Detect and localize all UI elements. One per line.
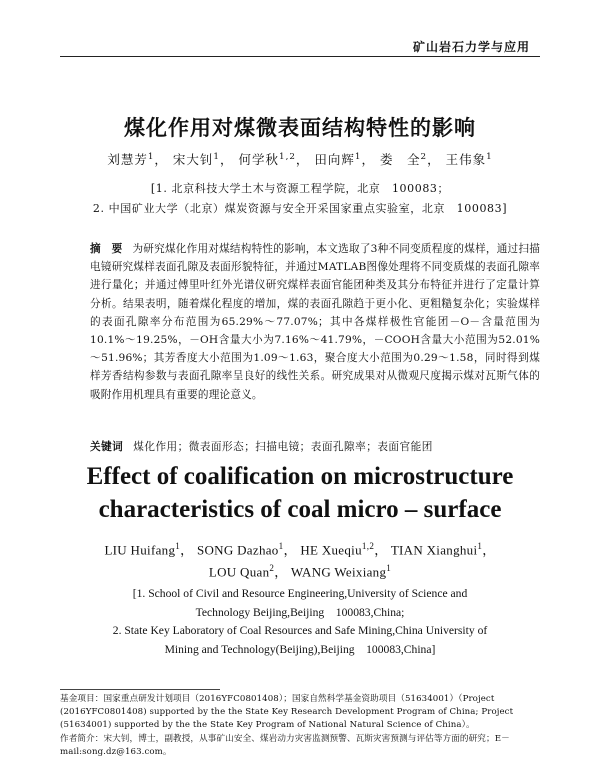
en-title-line-2: characteristics of coal micro – surface bbox=[98, 496, 502, 523]
en-author: HE Xueqiu bbox=[300, 542, 362, 558]
footnotes bbox=[60, 693, 540, 759]
author-bio-footnote: 作者简介：宋大钊，博士，副教授，从事矿山安全、煤岩动力灾害监测预警、瓦斯灾害预测与评估等方面的研究；E－mail:song.dz@163.com。 bbox=[60, 733, 510, 757]
en-author: LIU Huifang bbox=[104, 542, 176, 558]
chinese-authors: 刘慧芳$^1$， 宋大钊$^1$， 何学秋$^{1,2}$， 田向辉$^1$， 娄 全$^2$， 王伟象$^1$ bbox=[107, 151, 493, 167]
en-author: TIAN Xianghui bbox=[390, 542, 478, 558]
english-title bbox=[0, 460, 600, 526]
en-author: WANG Weixiang bbox=[290, 564, 387, 580]
abstract-text: 为研究煤化作用对煤结构特性的影响，本文选取了3种不同变质程度的煤样，通过扫描电镜研究煤样表面孔隙及表面形貌特征，并通过MATLAB图像处理将不同变质煤的表面孔隙率进行量化；并通过傅里叶红外光谱仪研究煤样表面官能团种类及其分布特征并进行了定量计算分析。结果表明，随着煤化程度的增加，煤的表面孔隙趋于更小化、更粗糙复杂化；实验煤样的表面孔隙率分布范围为65.29%～77.07%；其中各煤样极性官能团－O－含量范围为10.1%～19.25%，－OH含量大小为7.16%～41.79%，－COOH含量大小范围为52.01%～51.96%；其芳香度大小范围为1.09～1.63，聚合度大小范围为0.29～1.58，同时得到煤样芳香结构参数与表面孔隙率呈良好的线性关系。研究成果对从微观尺度揭示煤对瓦斯气体的吸附作用机理具有重要的理论意义。 bbox=[90, 243, 540, 401]
chinese-abstract bbox=[90, 240, 540, 404]
funding-footnote: 基金项目：国家重点研发计划项目（2016YFC0801408）；国家自然科学基金资助项目（51634001）（Project (2016YFC0801408) supported by the the State Key Research Development Program of China; Project (51634001) supported by the the State Key Program of National Natural Science of China）。 bbox=[60, 694, 514, 731]
keywords-label: 关键词 bbox=[90, 441, 124, 453]
en-author: SONG Dazhao bbox=[196, 542, 279, 558]
en-affiliation-line: Technology Beijing,Beijing 100083,China; bbox=[195, 605, 405, 619]
keywords-text: 煤化作用；微表面形态；扫描电镜；表面孔隙率；表面官能团 bbox=[133, 441, 433, 453]
journal-header: 矿山岩石力学与应用 bbox=[412, 40, 530, 54]
cn-author: 娄 全 bbox=[379, 152, 421, 167]
footnote-rule bbox=[60, 689, 220, 690]
cn-author: 王伟象 bbox=[445, 152, 487, 167]
cn-author: 田向辉 bbox=[314, 152, 355, 167]
english-affiliations bbox=[60, 585, 540, 659]
english-authors: LIU Huifang$^1$， SONG Dazhao$^1$， HE Xueqiu$^{1,2}$， TIAN Xianghui$^1$， LOU Quan$^2$， WANG Weixiang$^1$ bbox=[104, 541, 496, 580]
cn-author: 宋大钊 bbox=[172, 152, 214, 167]
en-affiliation-line: 2. State Key Laboratory of Coal Resources and Safe Mining,China University of bbox=[112, 624, 488, 637]
cn-author: 何学秋 bbox=[238, 152, 279, 167]
en-author: LOU Quan bbox=[208, 564, 270, 580]
en-title-line-1: Effect of coalification on microstructure bbox=[86, 463, 514, 490]
abstract-label: 摘 要 bbox=[90, 243, 123, 255]
cn-affiliation-2: 2. 中国矿业大学（北京）煤炭资源与安全开采国家重点实验室，北京 100083] bbox=[92, 202, 508, 215]
cn-author: 刘慧芳 bbox=[107, 152, 148, 167]
chinese-title: 煤化作用对煤微表面结构特性的影响 bbox=[124, 115, 476, 140]
chinese-keywords bbox=[90, 439, 540, 454]
en-affiliation-line: [1. School of Civil and Resource Engineering,University of Science and bbox=[132, 587, 468, 600]
header-rule bbox=[60, 56, 540, 57]
cn-affiliation-1: [1. 北京科技大学土木与资源工程学院，北京 100083； bbox=[150, 182, 450, 195]
en-affiliation-line: Mining and Technology(Beijing),Beijing 100083,China] bbox=[164, 642, 436, 656]
